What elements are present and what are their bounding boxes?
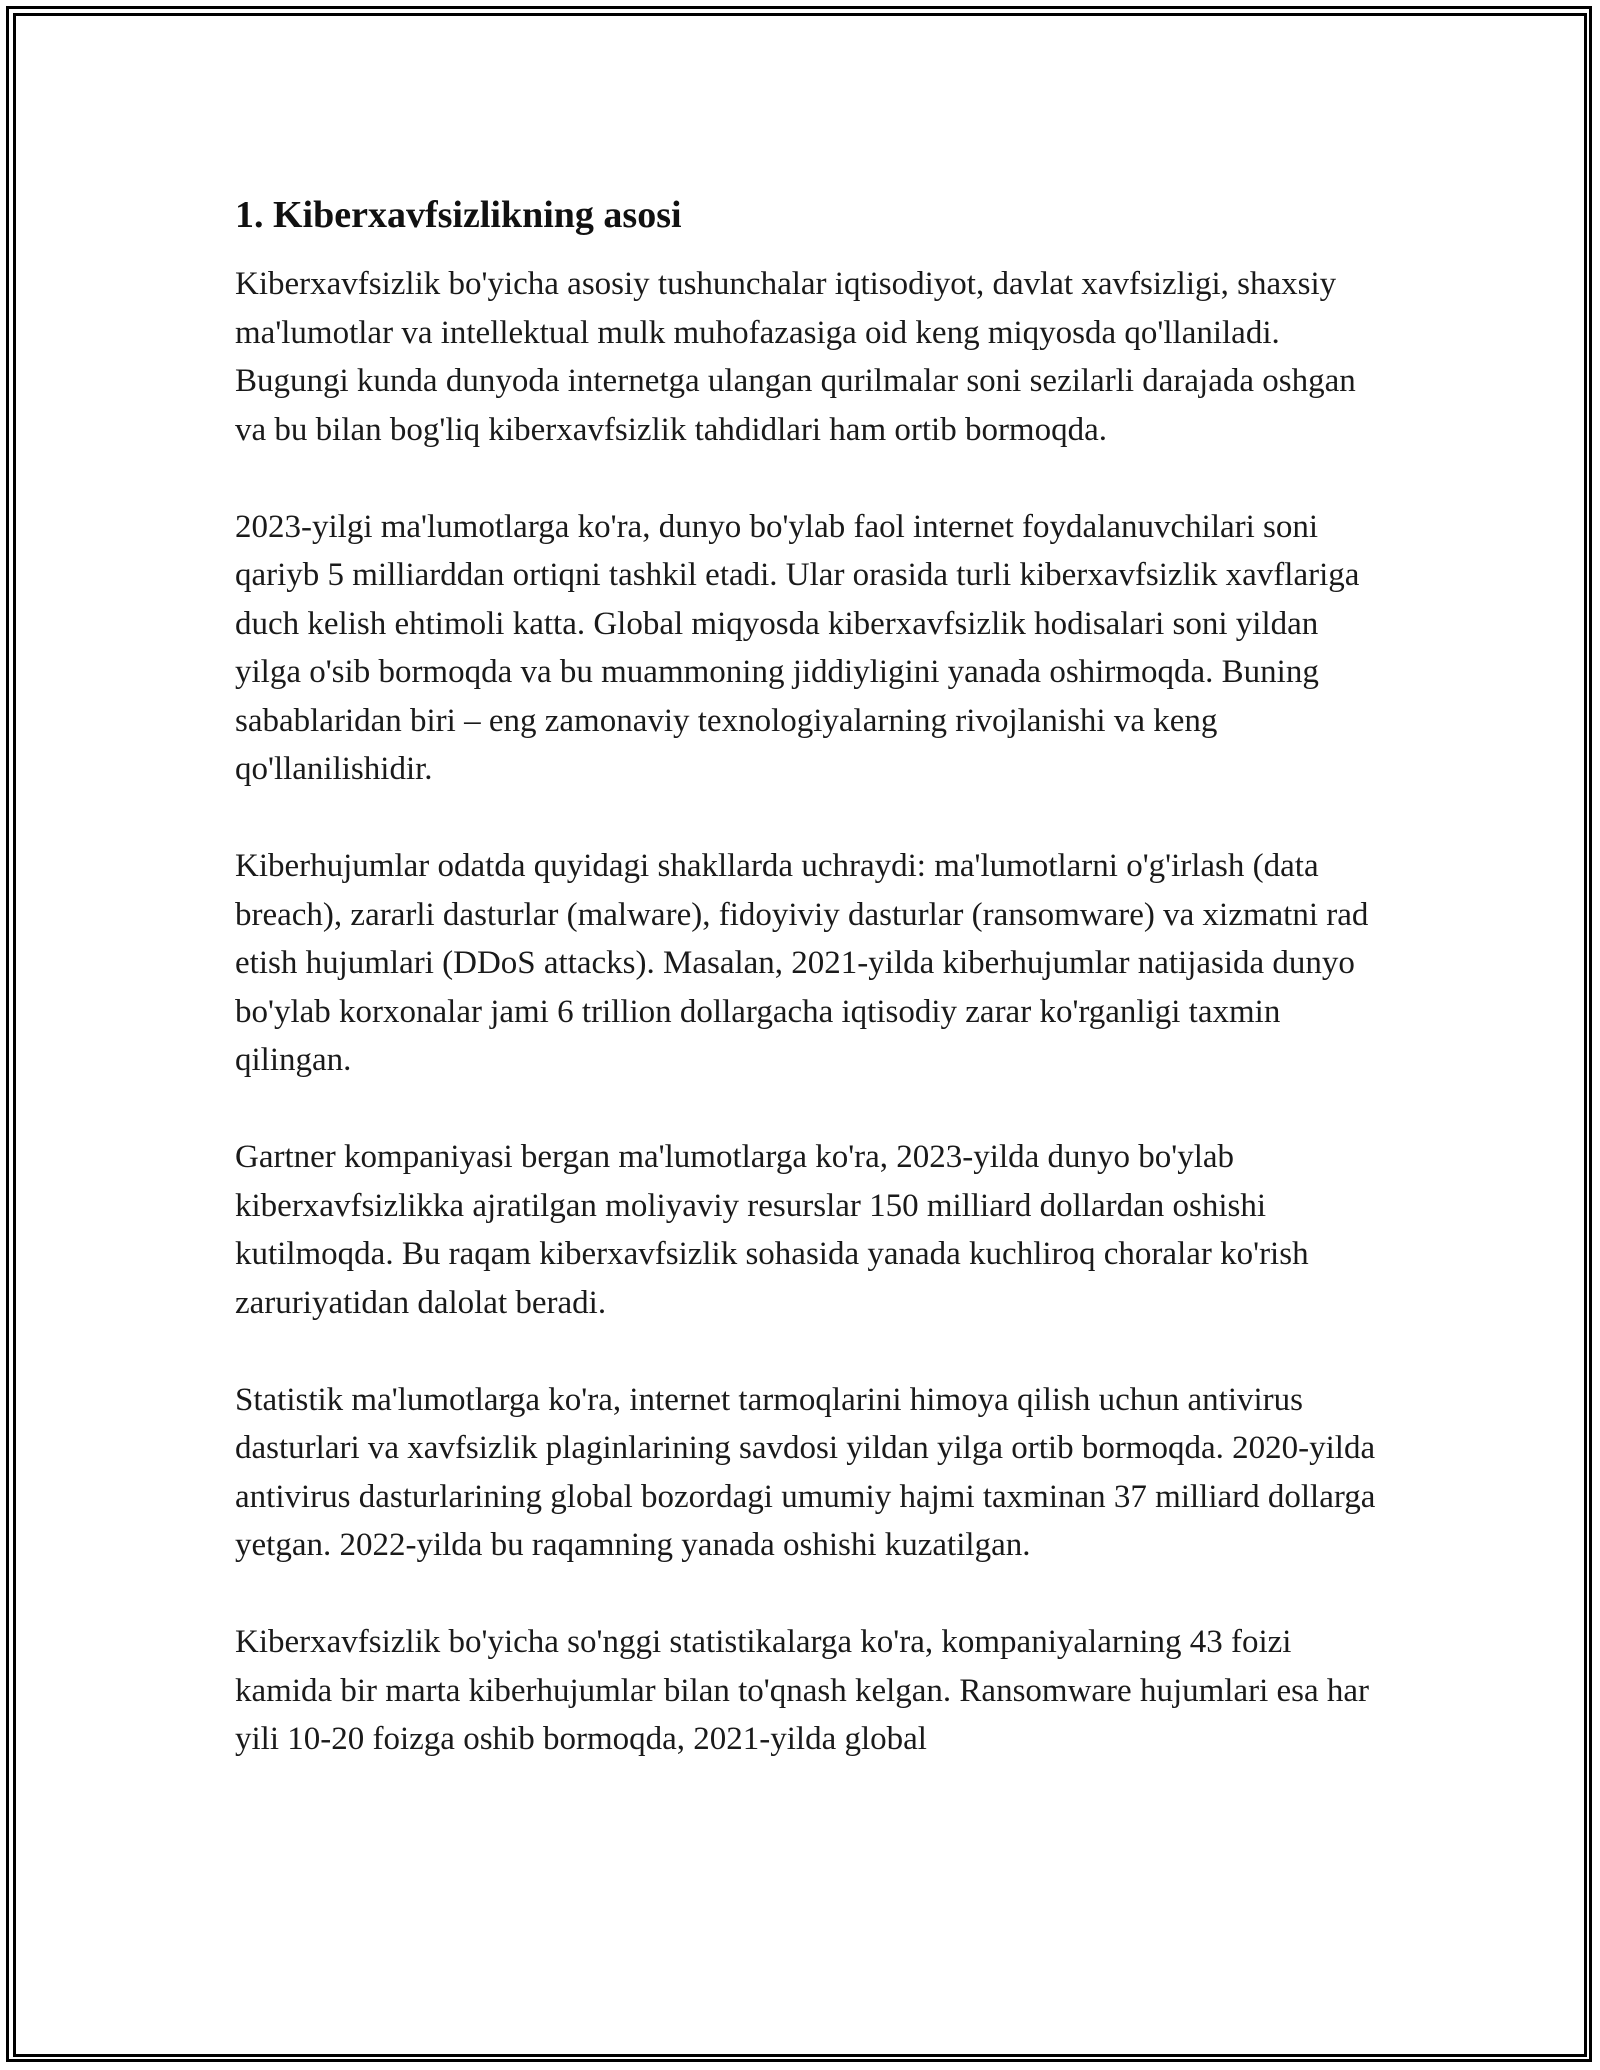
paragraph-6: Kiberxavfsizlik bo'yicha so'nggi statistikalarga ko'ra, kompaniyalarning 43 foizi kamida bir marta kiberhujumlar bilan to'qnash kelgan. Ransomware hujumlari esa har yili 10-20 foizga oshib bormoqda, 2021-yilda global (235, 1624, 1370, 1757)
document-body (235, 180, 1385, 1812)
paragraph-1: Kiberxavfsizlik bo'yicha asosiy tushunchalar iqtisodiyot, davlat xavfsizligi, shaxsiy ma'lumotlar va intellektual mulk muhofazasiga oid keng miqyosda qo'llaniladi. Bugungi kunda dunyoda internetga ulangan qurilmalar soni sezilarli darajada oshgan va bu bilan bog'liq kiberxavfsizlik tahdidlari ham ortib bormoqda. (235, 266, 1356, 448)
paragraph-5: Statistik ma'lumotlarga ko'ra, internet tarmoqlarini himoya qilish uchun antivirus dasturlari va xavfsizlik plaginlarining savdosi yildan yilga ortib bormoqda. 2020-yilda antivirus dasturlarining global bozordagi umumiy hajmi taxminan 37 milliard dollarga yetgan. 2022-yilda bu raqamning yanada oshishi kuzatilgan. (235, 1381, 1376, 1563)
paragraph-2: 2023-yilgi ma'lumotlarga ko'ra, dunyo bo'ylab faol internet foydalanuvchilari soni qariyb 5 milliarddan ortiqni tashkil etadi. Ular orasida turli kiberxavfsizlik xavflariga duch kelish ehtimoli katta. Global miqyosda kiberxavfsizlik hodisalari soni yildan yilga o'sib bormoqda va bu muammoning jiddiyligini yanada oshirmoqda. Buning sabablaridan biri – eng zamonaviy texnologiyalarning rivojlanishi va keng qo'llanilishidir. (235, 508, 1360, 787)
paragraph-3: Kiberhujumlar odatda quyidagi shakllarda uchraydi: ma'lumotlarni o'g'irlash (data breach), zararli dasturlar (malware), fidoyiviy dasturlar (ransomware) va xizmatni rad etish hujumlari (DDoS attacks). Masalan, 2021-yilda kiberhujumlar natijasida dunyo bo'ylab korxonalar jami 6 trillion dollargacha iqtisodiy zarar ko'rganligi taxmin qilingan. (235, 848, 1369, 1078)
paragraph-4: Gartner kompaniyasi bergan ma'lumotlarga ko'ra, 2023-yilda dunyo bo'ylab kiberxavfsizlikka ajratilgan moliyaviy resurslar 150 milliard dollardan oshishi kutilmoqda. Bu raqam kiberxavfsizlik sohasida yanada kuchliroq choralar ko'rish zaruriyatidan dalolat beradi. (235, 1139, 1309, 1321)
section-heading: 1. Kiberxavfsizlikning asosi (235, 194, 682, 236)
